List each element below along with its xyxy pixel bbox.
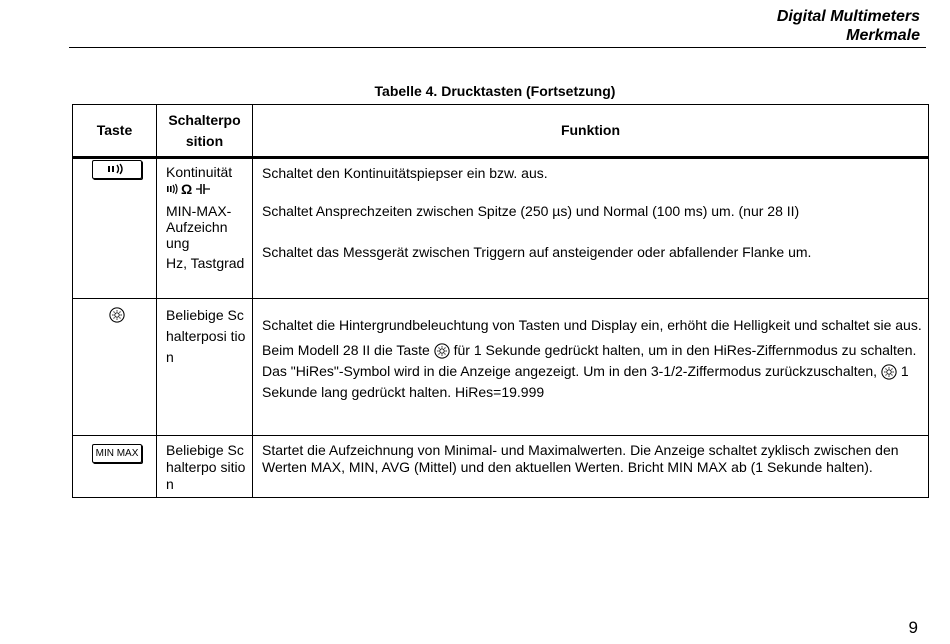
switch-position-any: Beliebige Schalterposi tion [166, 307, 246, 365]
function-text-part: 1 Sekunde lang gedrückt halten. HiRes=19.999 [262, 363, 909, 400]
key-cell [73, 158, 157, 299]
key-cell [73, 299, 157, 436]
header-rule [69, 47, 926, 48]
function-text-part: Beim Modell 28 II die Taste [262, 342, 430, 358]
switch-position-cell [157, 436, 253, 498]
min-max-key: MIN MAX [92, 444, 143, 463]
column-header-schalterposition: Schalterpo sition [157, 105, 253, 158]
key-cell [73, 436, 157, 498]
function-text: Schaltet den Kontinuitätspiepser ein bzw. aus. [262, 165, 548, 181]
switch-position-any: Beliebige Schalterpo sition [166, 442, 246, 492]
function-text-part: für 1 Sekunde gedrückt halten, um in den HiRes-Ziffernmodus zu schalten. Das "HiRes"-Symbol wird in die Anzeige angezeigt. Um in den 3-1/2-Ziffermodus zurückzuschalten, [262, 342, 917, 379]
continuity-symbols-icon [166, 181, 238, 197]
function-text: Startet die Aufzeichnung von Minimal- und Maximalwerten. Die Anzeige schaltet zyklisch zwischen den Werten MAX, MIN, AVG (Mittel) und den aktuellen Werten. Bricht MIN MAX ab (1 Sekunde halten). [262, 442, 899, 475]
function-text: Schaltet das Messgerät zwischen Triggern auf ansteigender oder abfallender Flanke um. [262, 244, 812, 260]
function-text [262, 340, 924, 403]
function-text: Schaltet die Hintergrundbeleuchtung von Tasten und Display ein, erhöht die Helligkeit und schaltet sie aus. [262, 317, 922, 333]
switch-position-cell [157, 299, 253, 436]
continuity-beep-icon [92, 160, 142, 179]
table-row [73, 158, 929, 299]
svg-text:Ω: Ω [181, 180, 193, 197]
function-cell [253, 299, 929, 436]
switch-position-hz: Hz, Tastgrad [166, 254, 245, 271]
pushbutton-table [72, 104, 929, 498]
table-caption: Tabelle 4. Drucktasten (Fortsetzung) [374, 83, 616, 99]
function-text: Schaltet Ansprechzeiten zwischen Spitze (250 µs) und Normal (100 ms) um. (nur 28 II) [262, 203, 800, 219]
switch-position-continuity: Kontinuität [166, 164, 233, 180]
column-header-taste: Taste [73, 105, 157, 158]
page-number: 9 [908, 618, 918, 637]
backlight-sun-icon [434, 343, 450, 359]
backlight-sun-icon [109, 307, 125, 323]
backlight-sun-icon [881, 364, 897, 380]
switch-position-min-max: MIN-MAX-Aufzeichn ung [166, 202, 232, 251]
header-title: Digital Multimeters [776, 8, 920, 25]
continuity-symbols [166, 180, 248, 197]
table-row [73, 436, 929, 498]
table-row [73, 299, 929, 436]
function-cell [253, 158, 929, 299]
function-cell [253, 436, 929, 498]
column-header-funktion: Funktion [253, 105, 929, 158]
header-subtitle: Merkmale [846, 27, 920, 44]
switch-position-cell [157, 158, 253, 299]
table-header-row [73, 105, 929, 158]
